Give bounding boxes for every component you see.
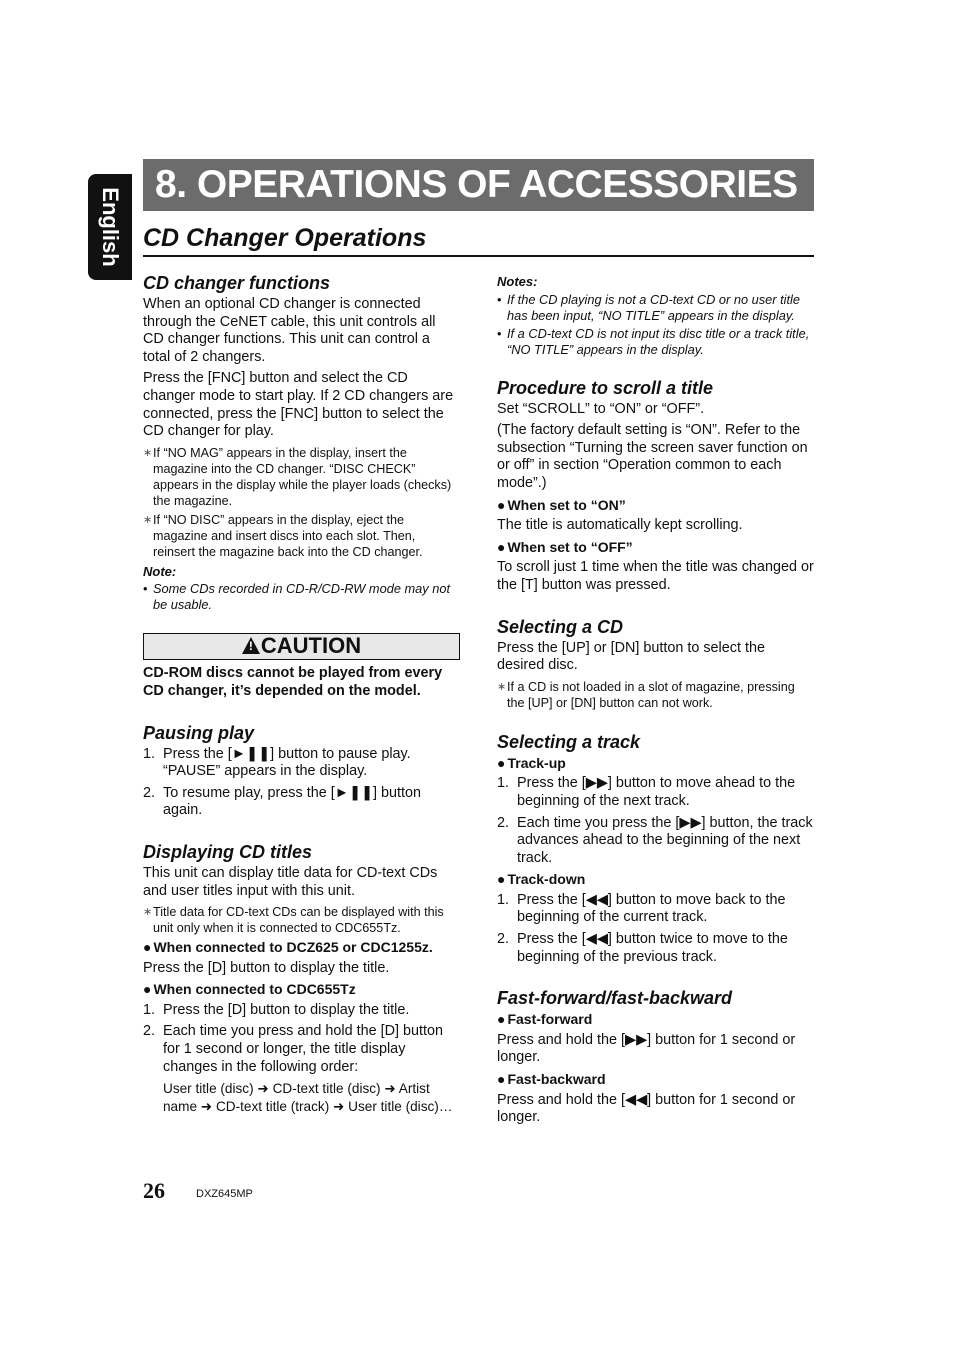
list-item [497, 931, 814, 966]
list-text: Each time you press and hold the [D] button for 1 second or longer, the title display changes in the following order: [163, 1023, 443, 1075]
paragraph: Press and hold the [▶▶] button for 1 second or longer. [497, 1031, 796, 1066]
paragraph: Press and hold the [◀◀] button for 1 second or longer. [497, 1091, 796, 1126]
paragraph: The title is automatically kept scrolling. [497, 517, 743, 534]
list-number: 2. [143, 1023, 156, 1040]
heading-fast-forward-backward: Fast-forward/fast-backward [497, 988, 733, 1009]
list-item [143, 746, 460, 781]
title-order: User title (disc) ➜ CD-text title (disc) ➜ Artist name ➜ CD-text title (track) ➜ User title (disc)… [163, 1081, 453, 1114]
caution-text: CD-ROM discs cannot be played from every CD changer, it’s depended on the model. [143, 665, 443, 699]
list-item [143, 785, 460, 820]
model-number: DXZ645MP [196, 1188, 253, 1200]
note-item: • If the CD playing is not a CD-text CD or no user title has been input, “NO TITLE” appears in the display. [497, 292, 814, 324]
list-number: 1. [143, 1001, 156, 1018]
footnote: ∗ If a CD is not loaded in a slot of magazine, pressing the [UP] or [DN] button can not work. [497, 679, 814, 711]
paragraph: (The factory default setting is “ON”. Refer to the subsection “Turning the screen saver function on or off” in section “Operation common to each mode”.) [497, 422, 808, 491]
paragraph: This unit can display title data for CD-text CDs and user titles input with this unit. [143, 864, 438, 899]
list-item [497, 892, 814, 927]
list-text: Press the [◀◀] button to move back to the beginning of the current track. [517, 891, 786, 926]
bullet-heading: ● Fast-backward [497, 1071, 814, 1089]
list-number: 1. [143, 745, 156, 762]
list-text: Press the [▶▶] button to move ahead to the beginning of the next track. [517, 775, 796, 809]
list-text: Press the [◀◀] button twice to move to the beginning of the previous track. [517, 931, 788, 965]
list-text: Each time you press the [▶▶] button, the track advances ahead to the beginning of the next track. [517, 814, 813, 866]
note-item: • If a CD-text CD is not input its disc title or a track title, “NO TITLE” appears in the display. [497, 326, 814, 358]
caution-banner [143, 633, 460, 660]
right-column [497, 273, 814, 1131]
list-number: 2. [497, 931, 510, 948]
paragraph: Press the [UP] or [DN] button to select the desired disc. [497, 639, 765, 674]
list-item [497, 815, 814, 868]
section-title: CD Changer Operations [143, 224, 814, 257]
note-title: Note: [143, 563, 177, 579]
list-number: 1. [497, 775, 510, 792]
footnote: ∗ If “NO MAG” appears in the display, insert the magazine into the CD changer. “DISC CHECK” appears in the display while the player loads (checks) the magazine. [143, 445, 460, 509]
bullet-heading: ● Track-down [497, 871, 814, 889]
heading-displaying-cd-titles: Displaying CD titles [143, 841, 313, 862]
bullet-heading: ● When connected to CDC655Tz [143, 981, 460, 999]
list-item [497, 775, 814, 810]
footnote: ∗ Title data for CD-text CDs can be displayed with this unit only when it is connected to CDC655Tz. [143, 904, 460, 936]
paragraph: Press the [FNC] button and select the CD changer mode to start play. If 2 CD changers are connected, press the [FNC] button to select the CD changer for play. [143, 370, 454, 440]
bullet-heading: ● When connected to DCZ625 or CDC1255z. [143, 939, 460, 957]
notes-title: Notes: [497, 274, 538, 289]
note-item: • Some CDs recorded in CD-R/CD-RW mode may not be usable. [143, 581, 460, 613]
heading-scroll-title: Procedure to scroll a title [497, 377, 714, 398]
page-number: 26 [143, 1178, 165, 1203]
footnote: ∗ If “NO DISC” appears in the display, eject the magazine and insert discs into each slot. Then, reinsert the magazine back into the CD changer. [143, 512, 460, 560]
caution-label: CAUTION [260, 633, 362, 659]
list-number: 2. [497, 814, 510, 831]
heading-cd-changer-functions: CD changer functions [143, 273, 331, 293]
paragraph: When an optional CD changer is connected through the CeNET cable, this unit controls all CD changer functions. This unit can control a total of 2 changers. [143, 296, 436, 365]
bullet-heading: ● Fast-forward [497, 1011, 814, 1029]
list-text: To resume play, press the [►❚❚] button again. [163, 784, 422, 819]
paragraph: Set “SCROLL” to “ON” or “OFF”. [497, 400, 705, 417]
language-tab-label: English [98, 187, 123, 267]
left-column [143, 273, 460, 1119]
list-text: Press the [►❚❚] button to pause play. “PAUSE” appears in the display. [163, 745, 411, 780]
paragraph: To scroll just 1 time when the title was changed or the [T] button was pressed. [497, 559, 814, 593]
language-tab [88, 174, 132, 280]
bullet-heading: ● When set to “OFF” [497, 539, 814, 557]
chapter-title: 8. OPERATIONS OF ACCESSORIES [143, 159, 814, 211]
list-item [143, 1023, 460, 1076]
list-text: Press the [D] button to display the title. [163, 1001, 410, 1018]
heading-selecting-cd: Selecting a CD [497, 616, 624, 637]
bullet-heading: ● Track-up [497, 755, 814, 773]
list-number: 1. [497, 891, 510, 908]
paragraph: Press the [D] button to display the title. [143, 959, 390, 976]
heading-pausing-play: Pausing play [143, 722, 255, 743]
list-number: 2. [143, 784, 156, 801]
bullet-heading: ● When set to “ON” [497, 497, 814, 515]
warning-icon [242, 637, 260, 654]
heading-selecting-track: Selecting a track [497, 731, 641, 752]
list-item [143, 1002, 460, 1020]
